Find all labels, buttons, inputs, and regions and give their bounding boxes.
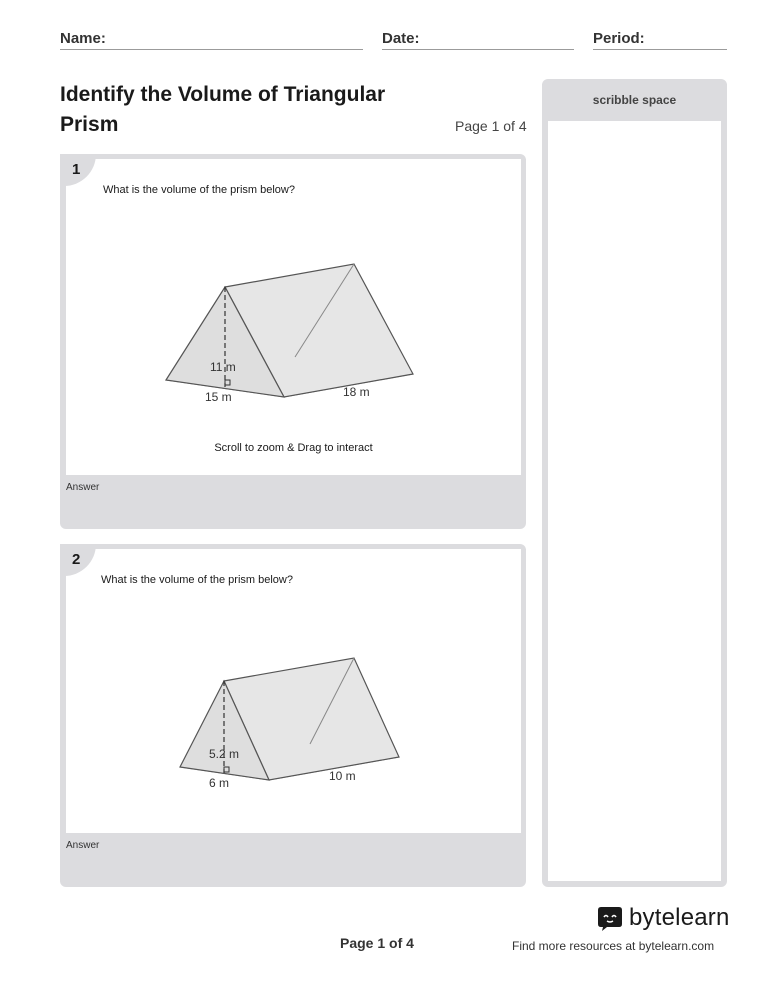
question-body-1 <box>66 159 521 475</box>
question-number-1: 1 <box>72 161 81 178</box>
base-label-2: 6 m <box>209 776 230 790</box>
scribble-area[interactable] <box>548 121 721 881</box>
resources-link[interactable]: Find more resources at bytelearn.com <box>512 939 715 953</box>
question-body-2 <box>66 549 521 833</box>
page-indicator-bottom: Page 1 of 4 <box>340 935 414 951</box>
prism-diagram-2[interactable] <box>174 649 424 799</box>
name-label: Name: <box>60 30 106 47</box>
bytelearn-logo[interactable] <box>595 904 730 934</box>
height-label-1: 11 m <box>210 360 236 374</box>
question-number-2: 2 <box>72 551 81 568</box>
length-label-2: 10 m <box>329 769 356 783</box>
date-label: Date: <box>382 30 420 47</box>
scribble-title: scribble space <box>592 93 677 107</box>
question-card-1 <box>60 154 526 529</box>
question-text-1: What is the volume of the prism below? <box>103 184 295 196</box>
bytelearn-mascot-icon <box>595 906 625 932</box>
question-card-2 <box>60 544 526 887</box>
period-label: Period: <box>593 30 645 47</box>
answer-label-2: Answer <box>66 840 100 851</box>
answer-label-1: Answer <box>66 482 100 493</box>
date-field[interactable] <box>382 30 574 50</box>
interaction-hint: Scroll to zoom & Drag to interact <box>214 442 373 454</box>
brand-name: bytelearn <box>629 904 730 931</box>
prism-diagram-1[interactable] <box>162 259 422 409</box>
worksheet-title: Identify the Volume of Triangular Prism <box>60 83 386 136</box>
height-label-2: 5.2 m <box>209 747 240 761</box>
base-label-1: 15 m <box>205 390 232 404</box>
period-field[interactable] <box>593 30 727 50</box>
question-text-2: What is the volume of the prism below? <box>101 574 293 586</box>
page-indicator-top: Page 1 of 4 <box>455 118 527 134</box>
name-field[interactable] <box>60 30 363 50</box>
scribble-panel <box>542 79 727 887</box>
length-label-1: 18 m <box>343 385 370 399</box>
